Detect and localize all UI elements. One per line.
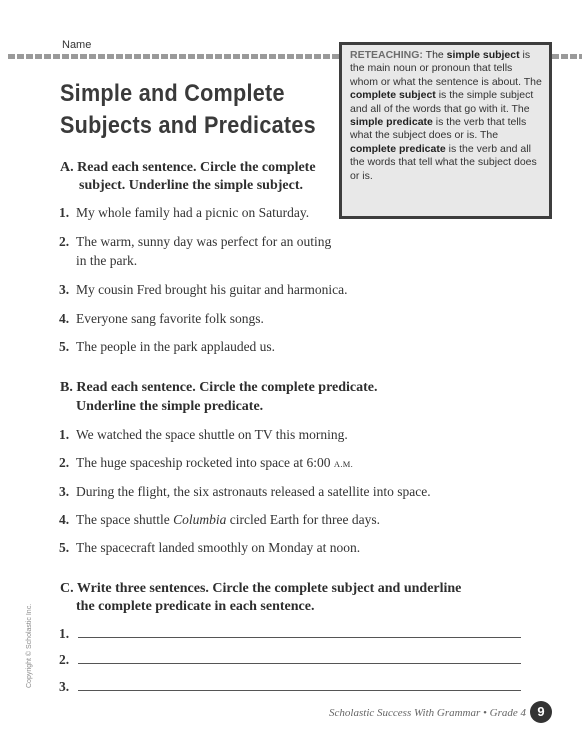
item-text: We watched the space shuttle on TV this morning. — [76, 427, 348, 442]
title-line-2: Subjects and Predicates — [60, 112, 316, 139]
section-b-heading-2: Underline the simple predicate. — [76, 399, 264, 414]
term-complete-predicate: complete predicate — [350, 142, 446, 155]
name-label: Name — [62, 39, 92, 51]
item-number: 2. — [59, 455, 70, 470]
item-text-main: The huge spaceship rocketed into space at 6:00 — [76, 455, 334, 470]
item-number: 5. — [59, 540, 70, 555]
page-number-badge: 9 — [530, 701, 552, 723]
section-a-item-2-continued — [76, 251, 137, 270]
term-simple-predicate: simple predicate — [350, 116, 433, 129]
item-number: 1. — [59, 205, 70, 220]
item-text-post: circled Earth for three days. — [226, 512, 381, 527]
section-b-heading-1: B. Read each sentence. Circle the complete predicate. — [60, 380, 378, 395]
section-c-heading-1: C. Write three sentences. Circle the complete subject and underline — [60, 581, 462, 596]
reteaching-text-4: is the verb that tells what the subject does or is. The — [350, 116, 527, 142]
reteaching-text-5: is the verb and all the words that tell what the subject does or is. — [350, 142, 537, 182]
footer-text: Scholastic Success With Grammar • Grade 4 — [329, 707, 526, 719]
copyright-notice: Copyright © Scholastic Inc. — [26, 603, 33, 688]
answer-line-1[interactable] — [78, 637, 521, 638]
section-a-heading-1: A. Read each sentence. Circle the complete — [60, 160, 316, 175]
item-number: 2. — [59, 234, 70, 249]
reteaching-box — [339, 42, 552, 219]
item-text: During the flight, the six astronauts released a satellite into space. — [76, 484, 431, 499]
am-abbreviation: A.M. — [333, 459, 354, 469]
title-line-1: Simple and Complete — [60, 80, 285, 107]
reteaching-text-3: is the simple subject and all of the words that go with it. The — [350, 89, 534, 115]
item-text: The warm, sunny day was perfect for an outing — [76, 234, 332, 249]
item-number: 3. — [59, 484, 70, 499]
name-rule — [8, 54, 340, 59]
item-number: 1. — [59, 626, 70, 641]
item-text-continued: in the park. — [76, 253, 138, 268]
item-text-pre: The space shuttle — [76, 512, 174, 527]
reteaching-text-1: The — [422, 49, 447, 61]
item-text: The people in the park applauded us. — [76, 339, 276, 354]
item-number: 1. — [59, 427, 70, 442]
shuttle-name: Columbia — [173, 512, 227, 527]
item-text: Everyone sang favorite folk songs. — [76, 311, 264, 326]
item-text: The spacecraft landed smoothly on Monday at noon. — [76, 540, 361, 555]
item-text: My cousin Fred brought his guitar and harmonica. — [76, 282, 348, 297]
item-number: 3. — [59, 282, 70, 297]
reteaching-label: RETEACHING: — [350, 49, 423, 61]
item-text — [76, 510, 380, 529]
item-text — [76, 453, 353, 474]
name-rule-right — [552, 54, 582, 59]
section-a-heading-2: subject. Underline the simple subject. — [79, 178, 303, 193]
item-number: 2. — [59, 652, 70, 667]
reteaching-text-2: is the main noun or pronoun that tells whom or what the sentence is about. The — [350, 49, 542, 88]
page-title — [60, 78, 316, 142]
item-number: 3. — [59, 679, 70, 694]
term-simple-subject: simple subject — [446, 49, 520, 61]
term-complete-subject: complete subject — [350, 89, 436, 102]
item-number: 4. — [59, 311, 70, 326]
item-text: My whole family had a picnic on Saturday. — [76, 205, 310, 220]
item-number: 5. — [59, 339, 70, 354]
section-c-heading-2: the complete predicate in each sentence. — [76, 599, 315, 614]
item-number: 4. — [59, 512, 70, 527]
answer-line-3[interactable] — [78, 690, 521, 691]
answer-line-2[interactable] — [78, 663, 521, 664]
